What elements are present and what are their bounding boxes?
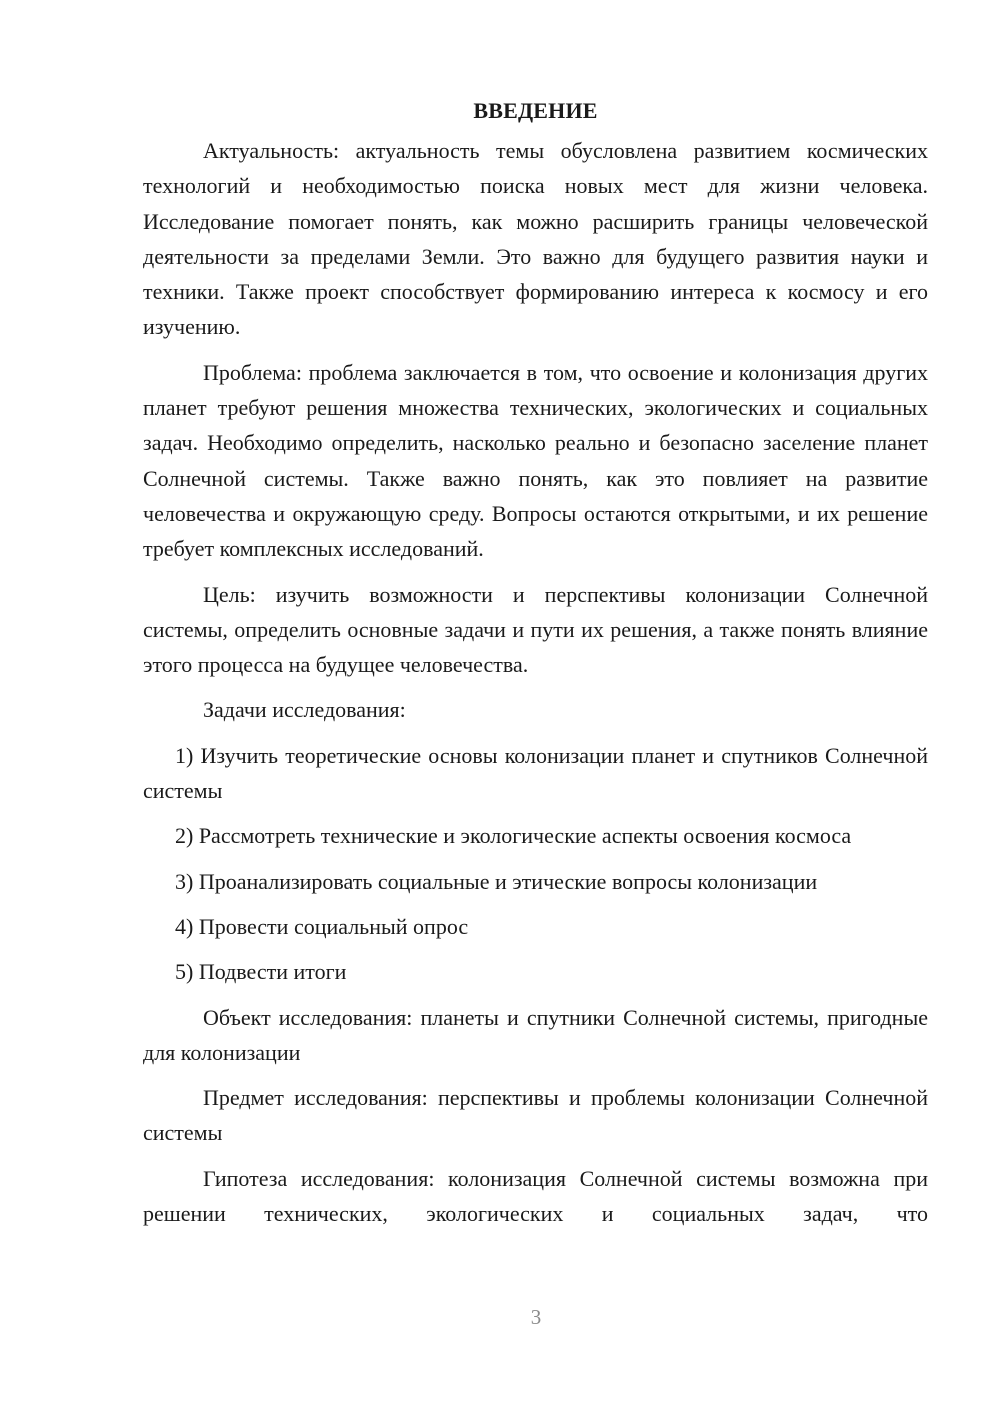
task-item: 5) Подвести итоги [175,959,347,985]
hypothesis-paragraph: Гипотеза исследования: колонизация Солнечной системы возможна при решении технических, экологических и социальных задач, что [143,1165,928,1227]
object-paragraph: Объект исследования: планеты и спутники Солнечной системы, пригодные для колонизации [143,1004,928,1065]
subject-paragraph: Предмет исследования: перспективы и проблемы колонизации Солнечной системы [143,1085,928,1146]
task-item: 2) Рассмотреть технические и экологические аспекты освоения космоса [175,823,852,849]
task-item: 3) Проанализировать социальные и этические вопросы колонизации [175,868,818,894]
document-page [143,96,928,1231]
goal-paragraph: Цель: изучить возможности и перспективы колонизации Солнечной системы, определить основные задачи и пути их решения, а также понять влияние этого процесса на будущее человечества. [143,581,928,678]
tasks-heading: Задачи исследования: [203,697,406,723]
task-item: 4) Провести социальный опрос [175,913,469,939]
task-item: 1) Изучить теоретические основы колонизации планет и спутников Солнечной системы [143,742,928,804]
relevance-paragraph: Актуальность: актуальность темы обусловлена развитием космических технологий и необходимостью поиска новых мест для жизни человека. Исследование помогает понять, как можно расширить границы человеческой деятельности за пределами Земли. Это важно для будущего развития науки и техники. Также проект способствует формированию интереса к космосу и его изучению. [143,138,928,340]
page-number: 3 [530,1305,542,1329]
problem-paragraph: Проблема: проблема заключается в том, что освоение и колонизация других планет требуют решения множества технических, экологических и социальных задач. Необходимо определить, насколько реально и безопасно заселение планет Солнечной системы. Также важно понять, как это повлияет на развитие человечества и окружающую среду. Вопросы остаются открытыми, и их решение требует комплексных исследований. [143,359,928,562]
document-title: ВВЕДЕНИЕ [473,98,598,123]
